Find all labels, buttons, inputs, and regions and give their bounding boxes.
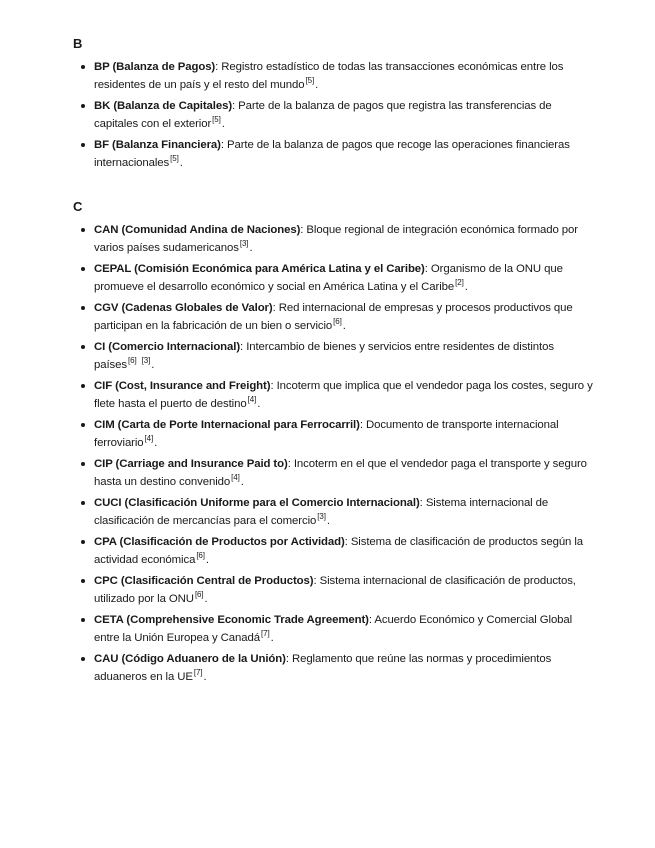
- citation-link[interactable]: [5]: [170, 154, 179, 163]
- citation-link[interactable]: [2]: [455, 278, 464, 287]
- glossary-section-b: [73, 36, 593, 172]
- term-definition: Sistema de clasificación de productos según la actividad económica: [94, 536, 584, 566]
- term-definition: Sistema internacional de clasificación de productos, utilizado por la ONU: [94, 575, 576, 605]
- list-item: CEPAL (Comisión Económica para América Latina y el Caribe): Organismo de la ONU que promueve el desarrollo económico y social en América Latina y el Caribe[2].: [73, 260, 593, 296]
- list-item: CUCI (Clasificación Uniforme para el Comercio Internacional): Sistema internacional de clasificación de mercancías para el comercio[3].: [73, 494, 593, 530]
- term-name: CGV (Cadenas Globales de Valor): [94, 302, 273, 314]
- citation-link[interactable]: [6]: [333, 317, 342, 326]
- term-name: CIP (Carriage and Insurance Paid to): [94, 458, 288, 470]
- section-letter-heading: B: [73, 36, 83, 51]
- term-name: CPC (Clasificación Central de Productos): [94, 575, 314, 587]
- bullet-icon: [81, 345, 85, 349]
- term-list: [73, 58, 593, 172]
- list-item: CAU (Código Aduanero de la Unión): Reglamento que reúne las normas y procedimientos aduaneros en la UE[7].: [73, 650, 593, 686]
- bullet-icon: [81, 462, 85, 466]
- bullet-icon: [81, 384, 85, 388]
- citation-link[interactable]: [6]: [194, 590, 204, 599]
- bullet-icon: [81, 104, 85, 108]
- term-definition: Intercambio de bienes y servicios entre residentes de distintos países: [94, 341, 554, 371]
- list-item: CI (Comercio Internacional): Intercambio de bienes y servicios entre residentes de distintos países[6] [3].: [73, 338, 593, 374]
- list-item: CIP (Carriage and Insurance Paid to): Incoterm en el que el vendedor paga el transporte y seguro hasta un destino convenido[4].: [73, 455, 593, 491]
- term-name: CI (Comercio Internacional): [94, 341, 241, 353]
- term-definition: Incoterm que implica que el vendedor paga los costes, seguro y flete hasta el puerto de destino: [94, 380, 593, 410]
- bullet-icon: [81, 579, 85, 583]
- term-definition: Documento de transporte internacional ferroviario: [94, 419, 559, 449]
- list-item: CGV (Cadenas Globales de Valor): Red internacional de empresas y procesos productivos que participan en la fabricación de un bien o servicio[6].: [73, 299, 593, 335]
- term-definition: Parte de la balanza de pagos que recoge las operaciones financieras internacionales: [94, 139, 570, 169]
- citation-link[interactable]: [5]: [212, 115, 221, 124]
- term-list: [73, 221, 593, 686]
- citation-link[interactable]: [5]: [305, 76, 315, 85]
- term-definition: Acuerdo Económico y Comercial Global entre la Unión Europea y Canadá: [94, 614, 573, 644]
- list-item: CPA (Clasificación de Productos por Actividad): Sistema de clasificación de productos según la actividad económica[6].: [73, 533, 593, 569]
- bullet-icon: [81, 267, 85, 271]
- term-definition: Sistema internacional de clasificación de mercancías para el comercio: [94, 497, 549, 527]
- bullet-icon: [81, 423, 85, 427]
- bullet-icon: [81, 501, 85, 505]
- list-item: CAN (Comunidad Andina de Naciones): Bloque regional de integración económica formado por varios países sudamericanos[3].: [73, 221, 593, 257]
- term-name: CPA (Clasificación de Productos por Actividad): [94, 536, 345, 548]
- term-definition: Organismo de la ONU que promueve el desarrollo económico y social en América Latina y el Caribe: [94, 263, 563, 293]
- bullet-icon: [81, 228, 85, 232]
- term-name: CUCI (Clasificación Uniforme para el Comercio Internacional): [94, 497, 420, 509]
- term-name: BK (Balanza de Capitales): [94, 100, 233, 112]
- bullet-icon: [81, 618, 85, 622]
- term-name: CAN (Comunidad Andina de Naciones): [94, 224, 301, 236]
- citation-link[interactable]: [3]: [141, 356, 151, 365]
- list-item: BK (Balanza de Capitales): Parte de la balanza de pagos que registra las transferencias de capitales con el exterior[5].: [73, 97, 593, 133]
- term-name: BP (Balanza de Pagos): [94, 61, 216, 73]
- term-definition: Parte de la balanza de pagos que registra las transferencias de capitales con el exterior: [94, 100, 552, 130]
- bullet-icon: [81, 306, 85, 310]
- term-name: CAU (Código Aduanero de la Unión): [94, 653, 286, 665]
- term-name: CEPAL (Comisión Económica para América Latina y el Caribe): [94, 263, 425, 275]
- section-letter-heading: C: [73, 199, 83, 214]
- citation-link[interactable]: [6]: [127, 356, 137, 365]
- term-definition: Registro estadístico de todas las transacciones económicas entre los residentes de un país y el resto del mundo: [94, 61, 564, 91]
- citation-link[interactable]: [4]: [247, 395, 257, 404]
- list-item: BF (Balanza Financiera): Parte de la balanza de pagos que recoge las operaciones financieras internacionales[5].: [73, 136, 593, 172]
- list-item: CETA (Comprehensive Economic Trade Agreement): Acuerdo Económico y Comercial Global entre la Unión Europea y Canadá[7].: [73, 611, 593, 647]
- citation-link[interactable]: [7]: [193, 668, 203, 677]
- citation-link[interactable]: [6]: [196, 551, 205, 560]
- term-definition: Red internacional de empresas y procesos productivos que participan en la fabricación de un bien o servicio: [94, 302, 573, 332]
- term-name: CETA (Comprehensive Economic Trade Agreement): [94, 614, 369, 626]
- term-definition: Bloque regional de integración económica formado por varios países sudamericanos: [94, 224, 578, 254]
- glossary-page: [73, 36, 593, 689]
- term-name: CIF (Cost, Insurance and Freight): [94, 380, 271, 392]
- list-item: BP (Balanza de Pagos): Registro estadístico de todas las transacciones económicas entre los residentes de un país y el resto del mundo[5].: [73, 58, 593, 94]
- bullet-icon: [81, 65, 85, 69]
- term-name: BF (Balanza Financiera): [94, 139, 221, 151]
- citation-link[interactable]: [4]: [144, 434, 154, 443]
- list-item: CPC (Clasificación Central de Productos): Sistema internacional de clasificación de productos, utilizado por la ONU[6].: [73, 572, 593, 608]
- citation-link[interactable]: [3]: [317, 512, 326, 521]
- term-definition: Incoterm en el que el vendedor paga el transporte y seguro hasta un destino convenido: [94, 458, 587, 488]
- citation-link[interactable]: [3]: [239, 239, 249, 248]
- list-item: CIM (Carta de Porte Internacional para Ferrocarril): Documento de transporte internacional ferroviario[4].: [73, 416, 593, 452]
- citation-link[interactable]: [4]: [231, 473, 240, 482]
- list-item: CIF (Cost, Insurance and Freight): Incoterm que implica que el vendedor paga los costes, seguro y flete hasta el puerto de destino[4].: [73, 377, 593, 413]
- term-definition: Reglamento que reúne las normas y procedimientos aduaneros en la UE: [94, 653, 552, 683]
- citation-link[interactable]: [7]: [260, 629, 270, 638]
- bullet-icon: [81, 657, 85, 661]
- glossary-section-c: [73, 199, 593, 686]
- bullet-icon: [81, 143, 85, 147]
- term-name: CIM (Carta de Porte Internacional para Ferrocarril): [94, 419, 360, 431]
- bullet-icon: [81, 540, 85, 544]
